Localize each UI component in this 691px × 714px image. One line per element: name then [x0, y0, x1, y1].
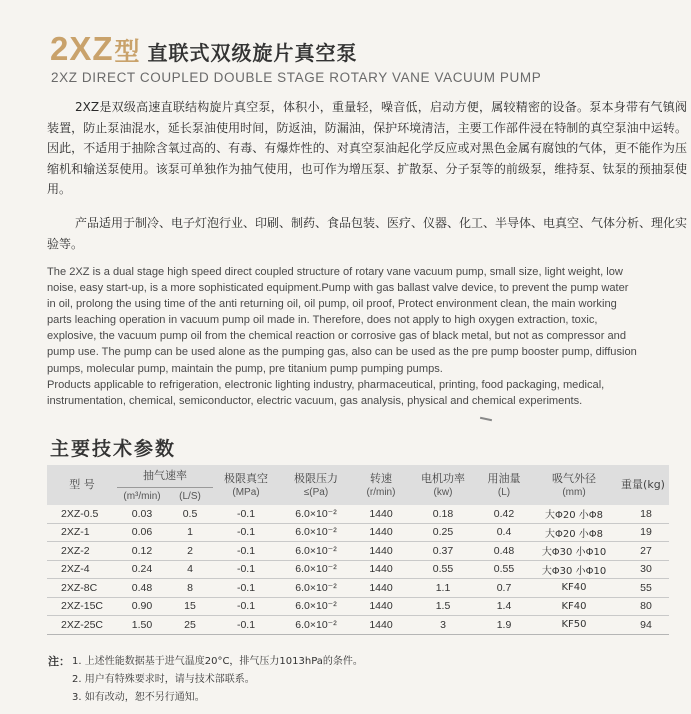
cell-pressure: 6.0×10⁻²: [279, 616, 353, 635]
cell-diameter: KF40: [531, 579, 617, 598]
cell-weight: 55: [617, 579, 669, 598]
cell-pressure: 6.0×10⁻²: [279, 560, 353, 579]
cell-oil: 1.4: [477, 597, 531, 616]
table-row: [47, 523, 669, 542]
col-weight: 重量(kg): [617, 465, 669, 505]
cell-oil: 0.4: [477, 523, 531, 542]
cell-speed: 1440: [353, 560, 409, 579]
cell-power: 1.5: [409, 597, 477, 616]
cell-ls: 15: [167, 597, 213, 616]
cell-oil: 0.55: [477, 560, 531, 579]
cell-m3: 0.48: [117, 579, 167, 598]
cell-model: 2XZ-8C: [47, 579, 117, 598]
col-flow-ls: (L/S): [167, 488, 213, 506]
cell-model: 2XZ-4: [47, 560, 117, 579]
cell-pressure: 6.0×10⁻²: [279, 523, 353, 542]
cell-vacuum: -0.1: [213, 597, 279, 616]
cell-m3: 0.90: [117, 597, 167, 616]
cell-power: 0.25: [409, 523, 477, 542]
cell-ls: 4: [167, 560, 213, 579]
title-row: [50, 30, 358, 68]
cell-weight: 19: [617, 523, 669, 542]
col-oil: 用油量 (L): [477, 465, 531, 505]
en-line: instrumentation, chemical, semiconductor, electric vacuum, gas analysis, physical and chemical experiments.: [47, 394, 583, 407]
cell-speed: 1440: [353, 597, 409, 616]
cell-oil: 0.7: [477, 579, 531, 598]
spec-table: [47, 465, 669, 635]
intro-paragraph-cn-1: 2XZ是双级高速直联结构旋片真空泵，体积小，重量轻，噪音低，启动方便，属较精密的设备。泵本身带有气镇阀装置，防止泵油混水，延长泵油使用时间，防返油，防漏油，保护环境清洁，主要工作部件浸在特制的真空泵油中运转。因此，不适用于抽除含氧过高的、有毒、有爆炸性的、对真空泵油起化学反应或对黑色金属有腐蚀的气体，更不能作为压缩机和输送泵使用。该泵可单独作为抽气使用，也可作为增压泵、扩散泵、分子泵等的前级泵，维持泵、钛泵的预抽泵使用。: [47, 100, 687, 196]
en-line: pump use. The pump can be used alone as the pumping gas, also can be used as the pre pump booster pump, diffusion: [47, 346, 637, 359]
notes-label: 注：: [48, 655, 70, 668]
cell-power: 0.37: [409, 542, 477, 561]
intro-paragraph-cn-2: 产品适用于制冷、电子灯泡行业、印刷、制药、食品包装、医疗、仪器、化工、半导体、电真空、气体分析、理化实验等。: [47, 216, 688, 251]
cell-m3: 1.50: [117, 616, 167, 635]
table-row: [47, 616, 669, 635]
en-line: explosive, the vacuum pump oil from the chemical reaction or corrosive gas of black metal, but not as compressor and: [47, 330, 626, 343]
cell-vacuum: -0.1: [213, 560, 279, 579]
cell-vacuum: -0.1: [213, 579, 279, 598]
cell-ls: 0.5: [167, 505, 213, 523]
cell-weight: 80: [617, 597, 669, 616]
col-flow: 抽气速率: [117, 465, 213, 488]
cell-ls: 8: [167, 579, 213, 598]
col-pressure: 极限压力 ≤(Pa): [279, 465, 353, 505]
cell-ls: 25: [167, 616, 213, 635]
col-vacuum: 极限真空 (MPa): [213, 465, 279, 505]
cell-ls: 1: [167, 523, 213, 542]
note-item: 2. 用户有特殊要求时，请与技术部联系。: [72, 674, 255, 685]
cell-weight: 27: [617, 542, 669, 561]
cell-pressure: 6.0×10⁻²: [279, 597, 353, 616]
cell-diameter: 大Φ30 小Φ10: [531, 542, 617, 561]
cell-diameter: KF40: [531, 597, 617, 616]
stray-mark: [480, 417, 492, 421]
cell-weight: 18: [617, 505, 669, 523]
cell-speed: 1440: [353, 579, 409, 598]
cell-vacuum: -0.1: [213, 616, 279, 635]
page-title-cn: 直联式双级旋片真空泵: [147, 41, 358, 65]
cell-pressure: 6.0×10⁻²: [279, 505, 353, 523]
cell-oil: 0.42: [477, 505, 531, 523]
table-row: [47, 579, 669, 598]
cell-pressure: 6.0×10⁻²: [279, 542, 353, 561]
en-line: parts leaching operation in vacuum pump oil made in. Therefore, does not apply to high oxygen extraction, toxic,: [47, 314, 598, 327]
cell-weight: 30: [617, 560, 669, 579]
col-power: 电机功率 (kw): [409, 465, 477, 505]
col-diameter: 吸气外径 (mm): [531, 465, 617, 505]
page-title-en: 2XZ DIRECT COUPLED DOUBLE STAGE ROTARY VANE VACUUM PUMP: [51, 70, 542, 85]
cell-power: 0.18: [409, 505, 477, 523]
en-line: in oil, prolong the using time of the anti returning oil, oil pump, oil proof, Protect environment clean, the main working: [47, 298, 617, 311]
table-row: [47, 560, 669, 579]
cell-vacuum: -0.1: [213, 505, 279, 523]
cell-ls: 2: [167, 542, 213, 561]
cell-speed: 1440: [353, 523, 409, 542]
notes-list: [72, 653, 363, 707]
cell-speed: 1440: [353, 505, 409, 523]
cell-model: 2XZ-15C: [47, 597, 117, 616]
cell-weight: 94: [617, 616, 669, 635]
col-flow-m3: (m³/min): [117, 488, 167, 506]
cell-m3: 0.12: [117, 542, 167, 561]
intro-paragraph-en: [47, 264, 687, 409]
cell-oil: 0.48: [477, 542, 531, 561]
cell-model: 2XZ-1: [47, 523, 117, 542]
cell-power: 1.1: [409, 579, 477, 598]
en-line: The 2XZ is a dual stage high speed direct coupled structure of rotary vane vacuum pump, small size, light weight, low: [47, 266, 623, 278]
note-item: 3. 如有改动，恕不另行通知。: [72, 692, 205, 703]
en-line: Products applicable to refrigeration, electronic lighting industry, pharmaceutical, printing, food packaging, medical,: [47, 378, 605, 391]
col-model: 型 号: [47, 465, 117, 505]
cell-vacuum: -0.1: [213, 542, 279, 561]
cell-m3: 0.03: [117, 505, 167, 523]
cell-pressure: 6.0×10⁻²: [279, 579, 353, 598]
cell-power: 0.55: [409, 560, 477, 579]
cell-diameter: 大Φ20 小Φ8: [531, 505, 617, 523]
model-suffix: 型: [114, 37, 140, 66]
cell-power: 3: [409, 616, 477, 635]
cell-m3: 0.24: [117, 560, 167, 579]
table-row: [47, 597, 669, 616]
table-row: [47, 505, 669, 523]
cell-oil: 1.9: [477, 616, 531, 635]
cell-speed: 1440: [353, 542, 409, 561]
cell-diameter: KF50: [531, 616, 617, 635]
model-title: 2XZ: [50, 30, 114, 67]
en-line: noise, easy start-up, is a more sophisticated equipment.Pump with gas ballast valve device, to prevent the pump water: [47, 282, 629, 295]
cell-model: 2XZ-25C: [47, 616, 117, 635]
col-speed: 转速 (r/min): [353, 465, 409, 505]
cell-vacuum: -0.1: [213, 523, 279, 542]
spec-heading: 主要技术参数: [50, 438, 177, 460]
cell-speed: 1440: [353, 616, 409, 635]
cell-diameter: 大Φ30 小Φ10: [531, 560, 617, 579]
cell-m3: 0.06: [117, 523, 167, 542]
cell-model: 2XZ-2: [47, 542, 117, 561]
en-line: pumps, molecular pump, maintain the pump, pre titanium pump pumping pumps.: [47, 362, 443, 375]
table-row: [47, 542, 669, 561]
cell-model: 2XZ-0.5: [47, 505, 117, 523]
cell-diameter: 大Φ20 小Φ8: [531, 523, 617, 542]
note-item: 1. 上述性能数据基于进气温度20°C，排气压力1013hPa的条件。: [72, 656, 363, 667]
